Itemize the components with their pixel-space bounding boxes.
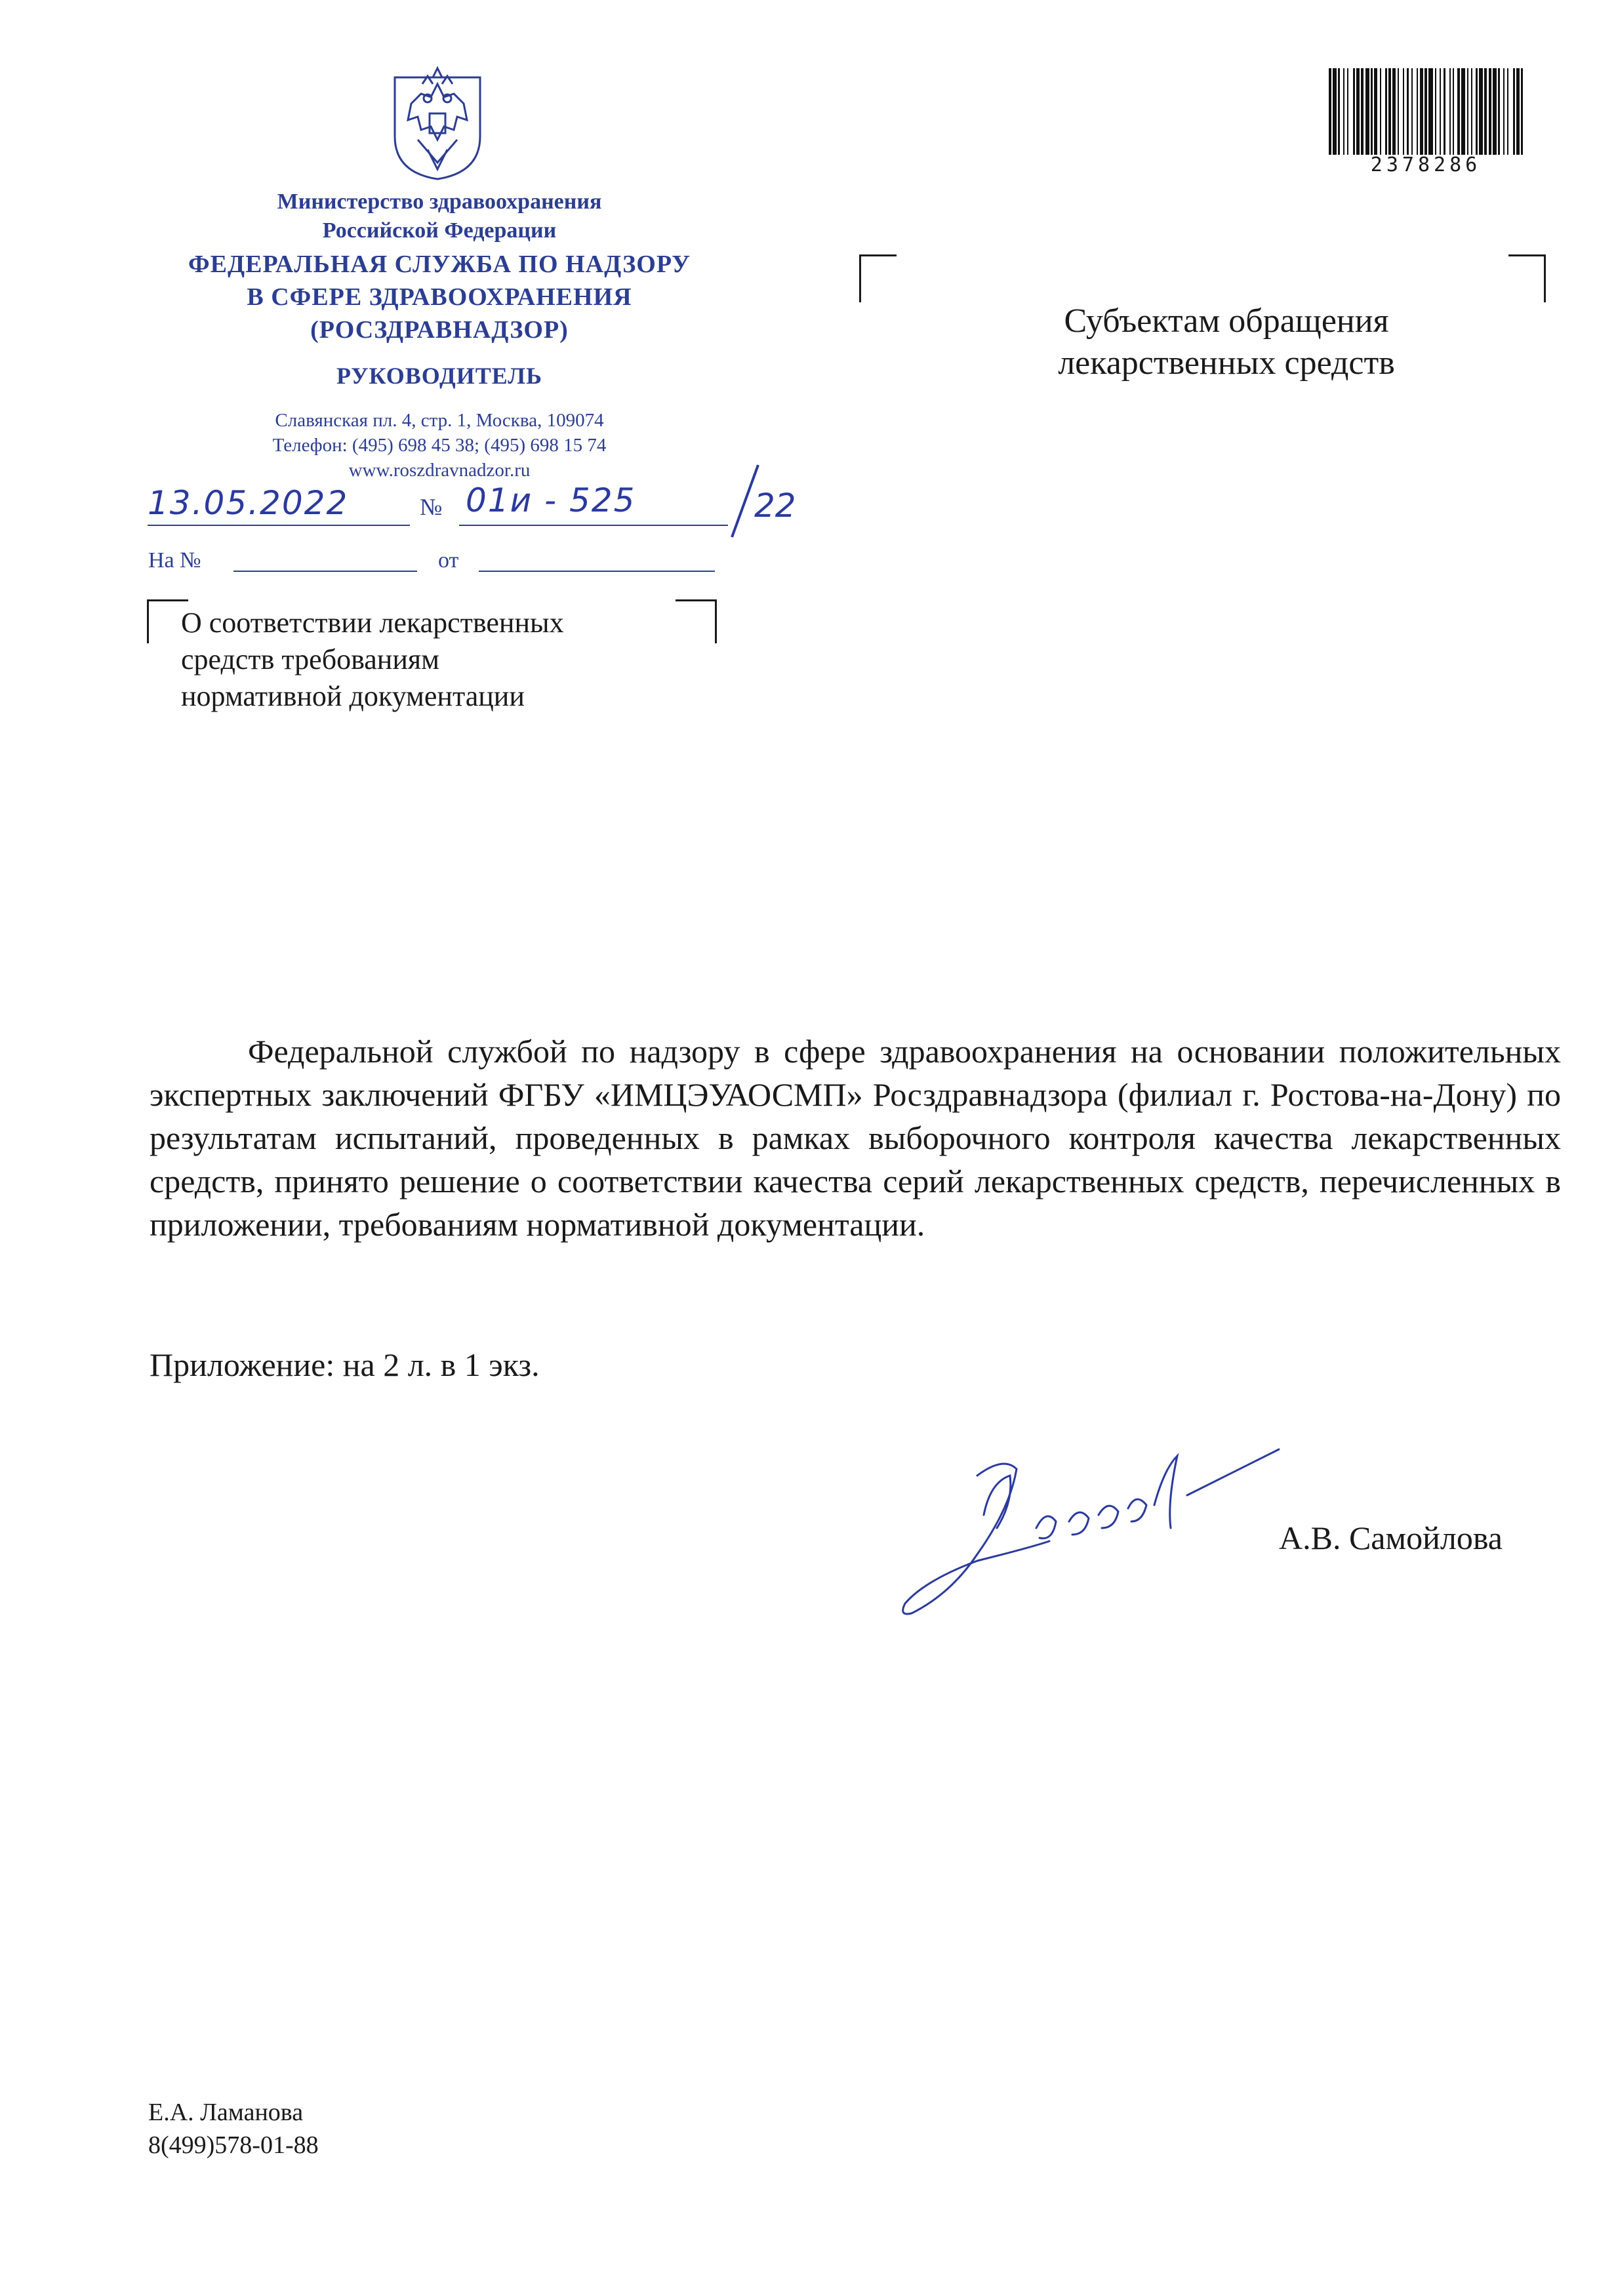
barcode-bar xyxy=(1333,68,1337,155)
handwritten-signature-icon xyxy=(899,1430,1344,1626)
reference-number-line xyxy=(233,571,417,572)
barcode-bar xyxy=(1338,68,1340,155)
barcode-bar xyxy=(1356,68,1360,155)
barcode-bar xyxy=(1484,68,1487,155)
barcode-bar xyxy=(1516,68,1520,155)
appendix-note: Приложение: на 2 л. в 1 экз. xyxy=(150,1346,540,1383)
barcode-bar xyxy=(1385,68,1387,155)
barcode-bar xyxy=(1493,68,1497,155)
subject-line-2: средств требованиям xyxy=(181,643,439,675)
barcode-icon xyxy=(1327,68,1524,155)
reference-date-line xyxy=(479,571,715,572)
registration-date: 13.05.2022 xyxy=(148,484,349,522)
barcode-bar xyxy=(1407,68,1409,155)
number-underline xyxy=(459,525,728,526)
registration-year: 22 xyxy=(754,487,796,525)
barcode-bar xyxy=(1453,68,1454,155)
ministry-line-2: Российской Федерации xyxy=(322,218,557,243)
barcode-bar xyxy=(1329,68,1331,155)
addressee-bracket-left xyxy=(859,254,897,302)
barcode-bar xyxy=(1343,68,1344,155)
barcode-bar xyxy=(1489,68,1491,155)
barcode-bar xyxy=(1361,68,1364,155)
barcode-bar xyxy=(1476,68,1478,155)
barcode-bar xyxy=(1467,68,1468,155)
service-line-1: ФЕДЕРАЛЬНАЯ СЛУЖБА ПО НАДЗОРУ xyxy=(188,251,691,278)
service-line-3: (РОСЗДРАВНАДЗОР) xyxy=(310,316,569,344)
addressee-bracket-right xyxy=(1508,254,1546,302)
website-text: www.roszdravnadzor.ru xyxy=(348,460,531,481)
subject-line-3: нормативной документации xyxy=(181,680,525,712)
barcode-number: 2378286 xyxy=(1370,153,1482,176)
barcode-bar xyxy=(1353,68,1355,155)
ministry-line-1: Министерство здравоохранения xyxy=(277,190,602,214)
barcode-bar xyxy=(1392,68,1396,155)
subject-line-1: О соответствии лекарственных xyxy=(181,607,564,639)
barcode-bar xyxy=(1365,68,1369,155)
barcode-bar xyxy=(1428,68,1433,155)
ministry-name xyxy=(190,188,689,245)
barcode-bar xyxy=(1444,68,1445,155)
barcode-bar xyxy=(1507,68,1508,155)
barcode-bar xyxy=(1521,68,1523,155)
coat-of-arms-icon xyxy=(382,58,493,182)
barcode-bar xyxy=(1420,68,1423,155)
barcode-bar xyxy=(1411,68,1413,155)
barcode-bar xyxy=(1347,68,1348,155)
barcode-bar xyxy=(1398,68,1399,155)
barcode-bar xyxy=(1380,68,1381,155)
barcode-bar xyxy=(1417,68,1418,155)
barcode-bar xyxy=(1440,68,1441,155)
registration-number: 01и - 525 xyxy=(466,481,636,519)
barcode-bar xyxy=(1498,68,1500,155)
barcode-bar xyxy=(1435,68,1436,155)
barcode-bar xyxy=(1403,68,1404,155)
barcode-bar xyxy=(1471,68,1472,155)
barcode-bar xyxy=(1503,68,1505,155)
address-text: Славянская пл. 4, стр. 1, Москва, 109074 xyxy=(275,410,604,431)
barcode-bar xyxy=(1479,68,1483,155)
barcode-bar xyxy=(1374,68,1377,155)
signer-name: А.В. Самойлова xyxy=(1279,1520,1503,1556)
barcode-bar xyxy=(1371,68,1373,155)
barcode-bar xyxy=(1388,68,1391,155)
date-underline xyxy=(148,525,410,526)
addressee xyxy=(971,300,1482,384)
contacts-block xyxy=(171,408,708,483)
number-sign: № xyxy=(420,494,443,520)
phone-text: Телефон: (495) 698 45 38; (495) 698 15 74 xyxy=(272,435,607,456)
barcode-bar xyxy=(1424,68,1427,155)
barcode-bar xyxy=(1449,68,1451,155)
addressee-line-2: лекарственных средств xyxy=(1058,344,1395,382)
barcode-bar xyxy=(1513,68,1515,155)
executor-name: Е.А. Ламанова xyxy=(148,2099,304,2126)
body-paragraph: Федеральной службой по надзору в сфере здравоохранения на основании положительных экспертных заключений ФГБУ «ИМЦЭУАОСМП» Росздравнадзора (филиал г. Ростова-на-Дону) по результатам испытаний, проведенных в рамках выборочного контроля качества лекарственных средств, принято решение о соответствии качества серий лекарственных средств, перечисленных в приложении, требованиям нормативной документации. xyxy=(150,1033,1561,1243)
reference-date-label: от xyxy=(438,548,459,573)
barcode-bar xyxy=(1457,68,1460,155)
letter-subject xyxy=(181,605,679,715)
addressee-line-1: Субъектам обращения xyxy=(1064,302,1389,340)
service-line-2: В СФЕРЕ ЗДРАВООХРАНЕНИЯ xyxy=(247,283,632,311)
barcode-bar xyxy=(1461,68,1465,155)
subject-bracket-right xyxy=(676,599,717,643)
service-name xyxy=(125,248,754,346)
executor-phone: 8(499)578-01-88 xyxy=(148,2131,319,2159)
head-role: РУКОВОДИТЕЛЬ xyxy=(336,363,542,389)
executor-block xyxy=(148,2096,319,2162)
reference-label: На № xyxy=(148,548,201,573)
